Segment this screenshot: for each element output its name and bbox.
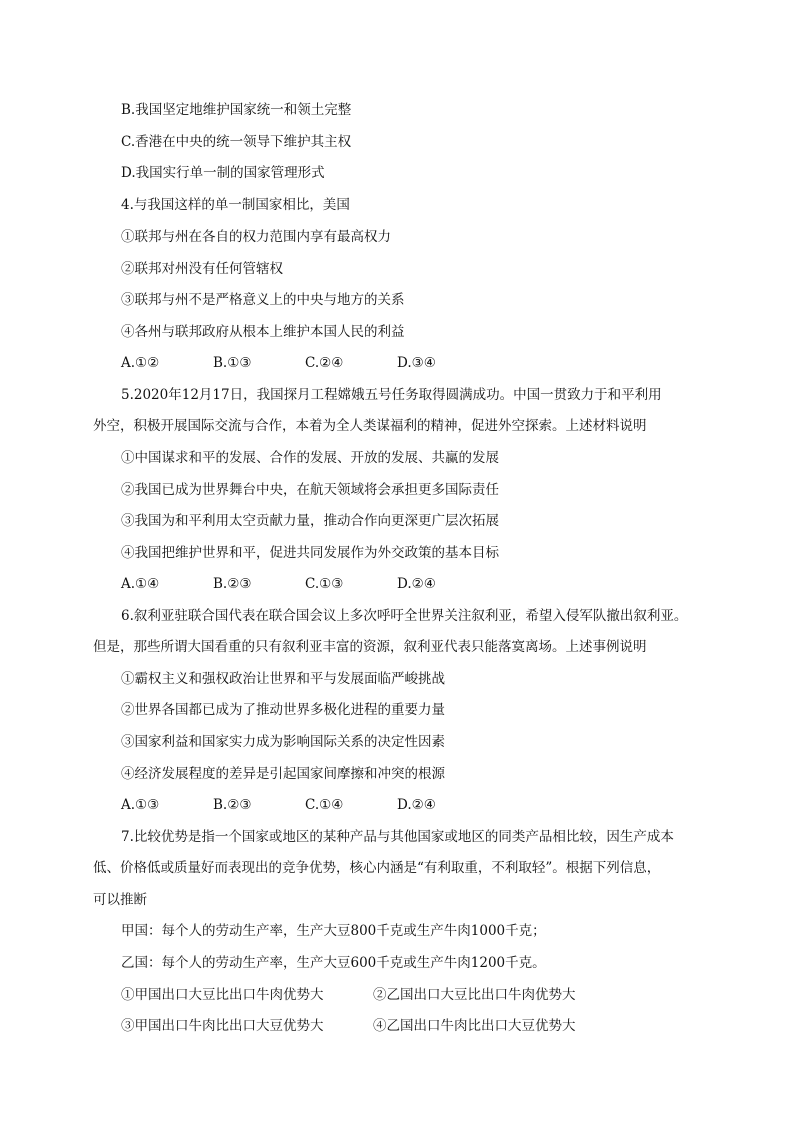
q6-stem-line-2: 但是，那些所谓大国看重的只有叙利亚丰富的资源，叙利亚代表只能落寞离场。上述事例说明: [93, 639, 647, 655]
q4-statement-3: ③联邦与州不是严格意义上的中央与地方的关系: [121, 292, 405, 308]
q7-statement-4: ④乙国出口牛肉比出口大豆优势大: [373, 1018, 576, 1034]
q4-statement-1: ①联邦与州在各自的权力范围内享有最高权力: [121, 229, 391, 245]
q3-option-d: D.我国实行单一制的国家管理形式: [121, 165, 325, 181]
q7-stem-line-2: 低、价格低或质量好而表现出的竞争优势，核心内涵是“有利取重，不利取轻”。根据下列信息，: [93, 860, 661, 876]
q5-statement-2: ②我国已成为世界舞台中央，在航天领域将会承担更多国际责任: [121, 482, 499, 498]
q5-choice-c: C.①③: [305, 576, 344, 592]
q5-choice-a: A.①④: [121, 576, 160, 592]
q7-statement-2: ②乙国出口大豆比出口牛肉优势大: [373, 987, 576, 1003]
q5-statement-3: ③我国为和平利用太空贡献力量，推动合作向更深更广层次拓展: [121, 513, 499, 529]
q6-choice-d: D.②④: [397, 797, 436, 813]
q5-statement-1: ①中国谋求和平的发展、合作的发展、开放的发展、共赢的发展: [121, 450, 499, 466]
q6-choice-a: A.①③: [121, 797, 160, 813]
q6-statement-4: ④经济发展程度的差异是引起国家间摩擦和冲突的根源: [121, 766, 445, 782]
q7-info-country-b: 乙国：每个人的劳动生产率，生产大豆600千克或生产牛肉1200千克。: [121, 955, 546, 971]
q3-option-b: B.我国坚定地维护国家统一和领土完整: [121, 102, 352, 118]
q6-choice-b: B.②③: [213, 797, 252, 813]
q6-choice-c: C.①④: [305, 797, 344, 813]
q4-statement-4: ④各州与联邦政府从根本上维护本国人民的利益: [121, 324, 405, 340]
q5-statement-4: ④我国把维护世界和平，促进共同发展作为外交政策的基本目标: [121, 545, 499, 561]
q4-choice-c: C.②④: [305, 355, 344, 371]
q6-stem-line-1: 6.叙利亚驻联合国代表在联合国会议上多次呼吁全世界关注叙利亚，希望入侵军队撤出叙利亚。: [121, 608, 688, 624]
q4-statement-2: ②联邦对州没有任何管辖权: [121, 261, 283, 277]
q7-stem-line-3: 可以推断: [93, 892, 147, 908]
q4-stem: 4.与我国这样的单一制国家相比，美国: [121, 197, 350, 213]
q4-choice-b: B.①③: [213, 355, 252, 371]
q4-choice-a: A.①②: [121, 355, 160, 371]
q5-choice-d: D.②④: [397, 576, 436, 592]
q5-choice-b: B.②③: [213, 576, 252, 592]
q7-statement-1: ①甲国出口大豆比出口牛肉优势大: [121, 987, 324, 1003]
q6-statement-3: ③国家利益和国家实力成为影响国际关系的决定性因素: [121, 734, 445, 750]
q6-statement-1: ①霸权主义和强权政治让世界和平与发展面临严峻挑战: [121, 671, 445, 687]
q5-stem-line-1: 5.2020年12月17日，我国探月工程嫦娥五号任务取得圆满成功。中国一贯致力于和平利用: [121, 387, 662, 403]
q3-option-c: C.香港在中央的统一领导下维护其主权: [121, 134, 352, 150]
q4-choice-d: D.③④: [397, 355, 436, 371]
q7-statement-3: ③甲国出口牛肉比出口大豆优势大: [121, 1018, 324, 1034]
q7-info-country-a: 甲国：每个人的劳动生产率，生产大豆800千克或生产牛肉1000千克；: [121, 923, 546, 939]
q7-stem-line-1: 7.比较优势是指一个国家或地区的某种产品与其他国家或地区的同类产品相比较，因生产成本: [121, 829, 674, 845]
q6-statement-2: ②世界各国都已成为了推动世界多极化进程的重要力量: [121, 702, 445, 718]
q5-stem-line-2: 外空，积极开展国际交流与合作，本着为全人类谋福利的精神，促进外空探索。上述材料说明: [93, 418, 647, 434]
